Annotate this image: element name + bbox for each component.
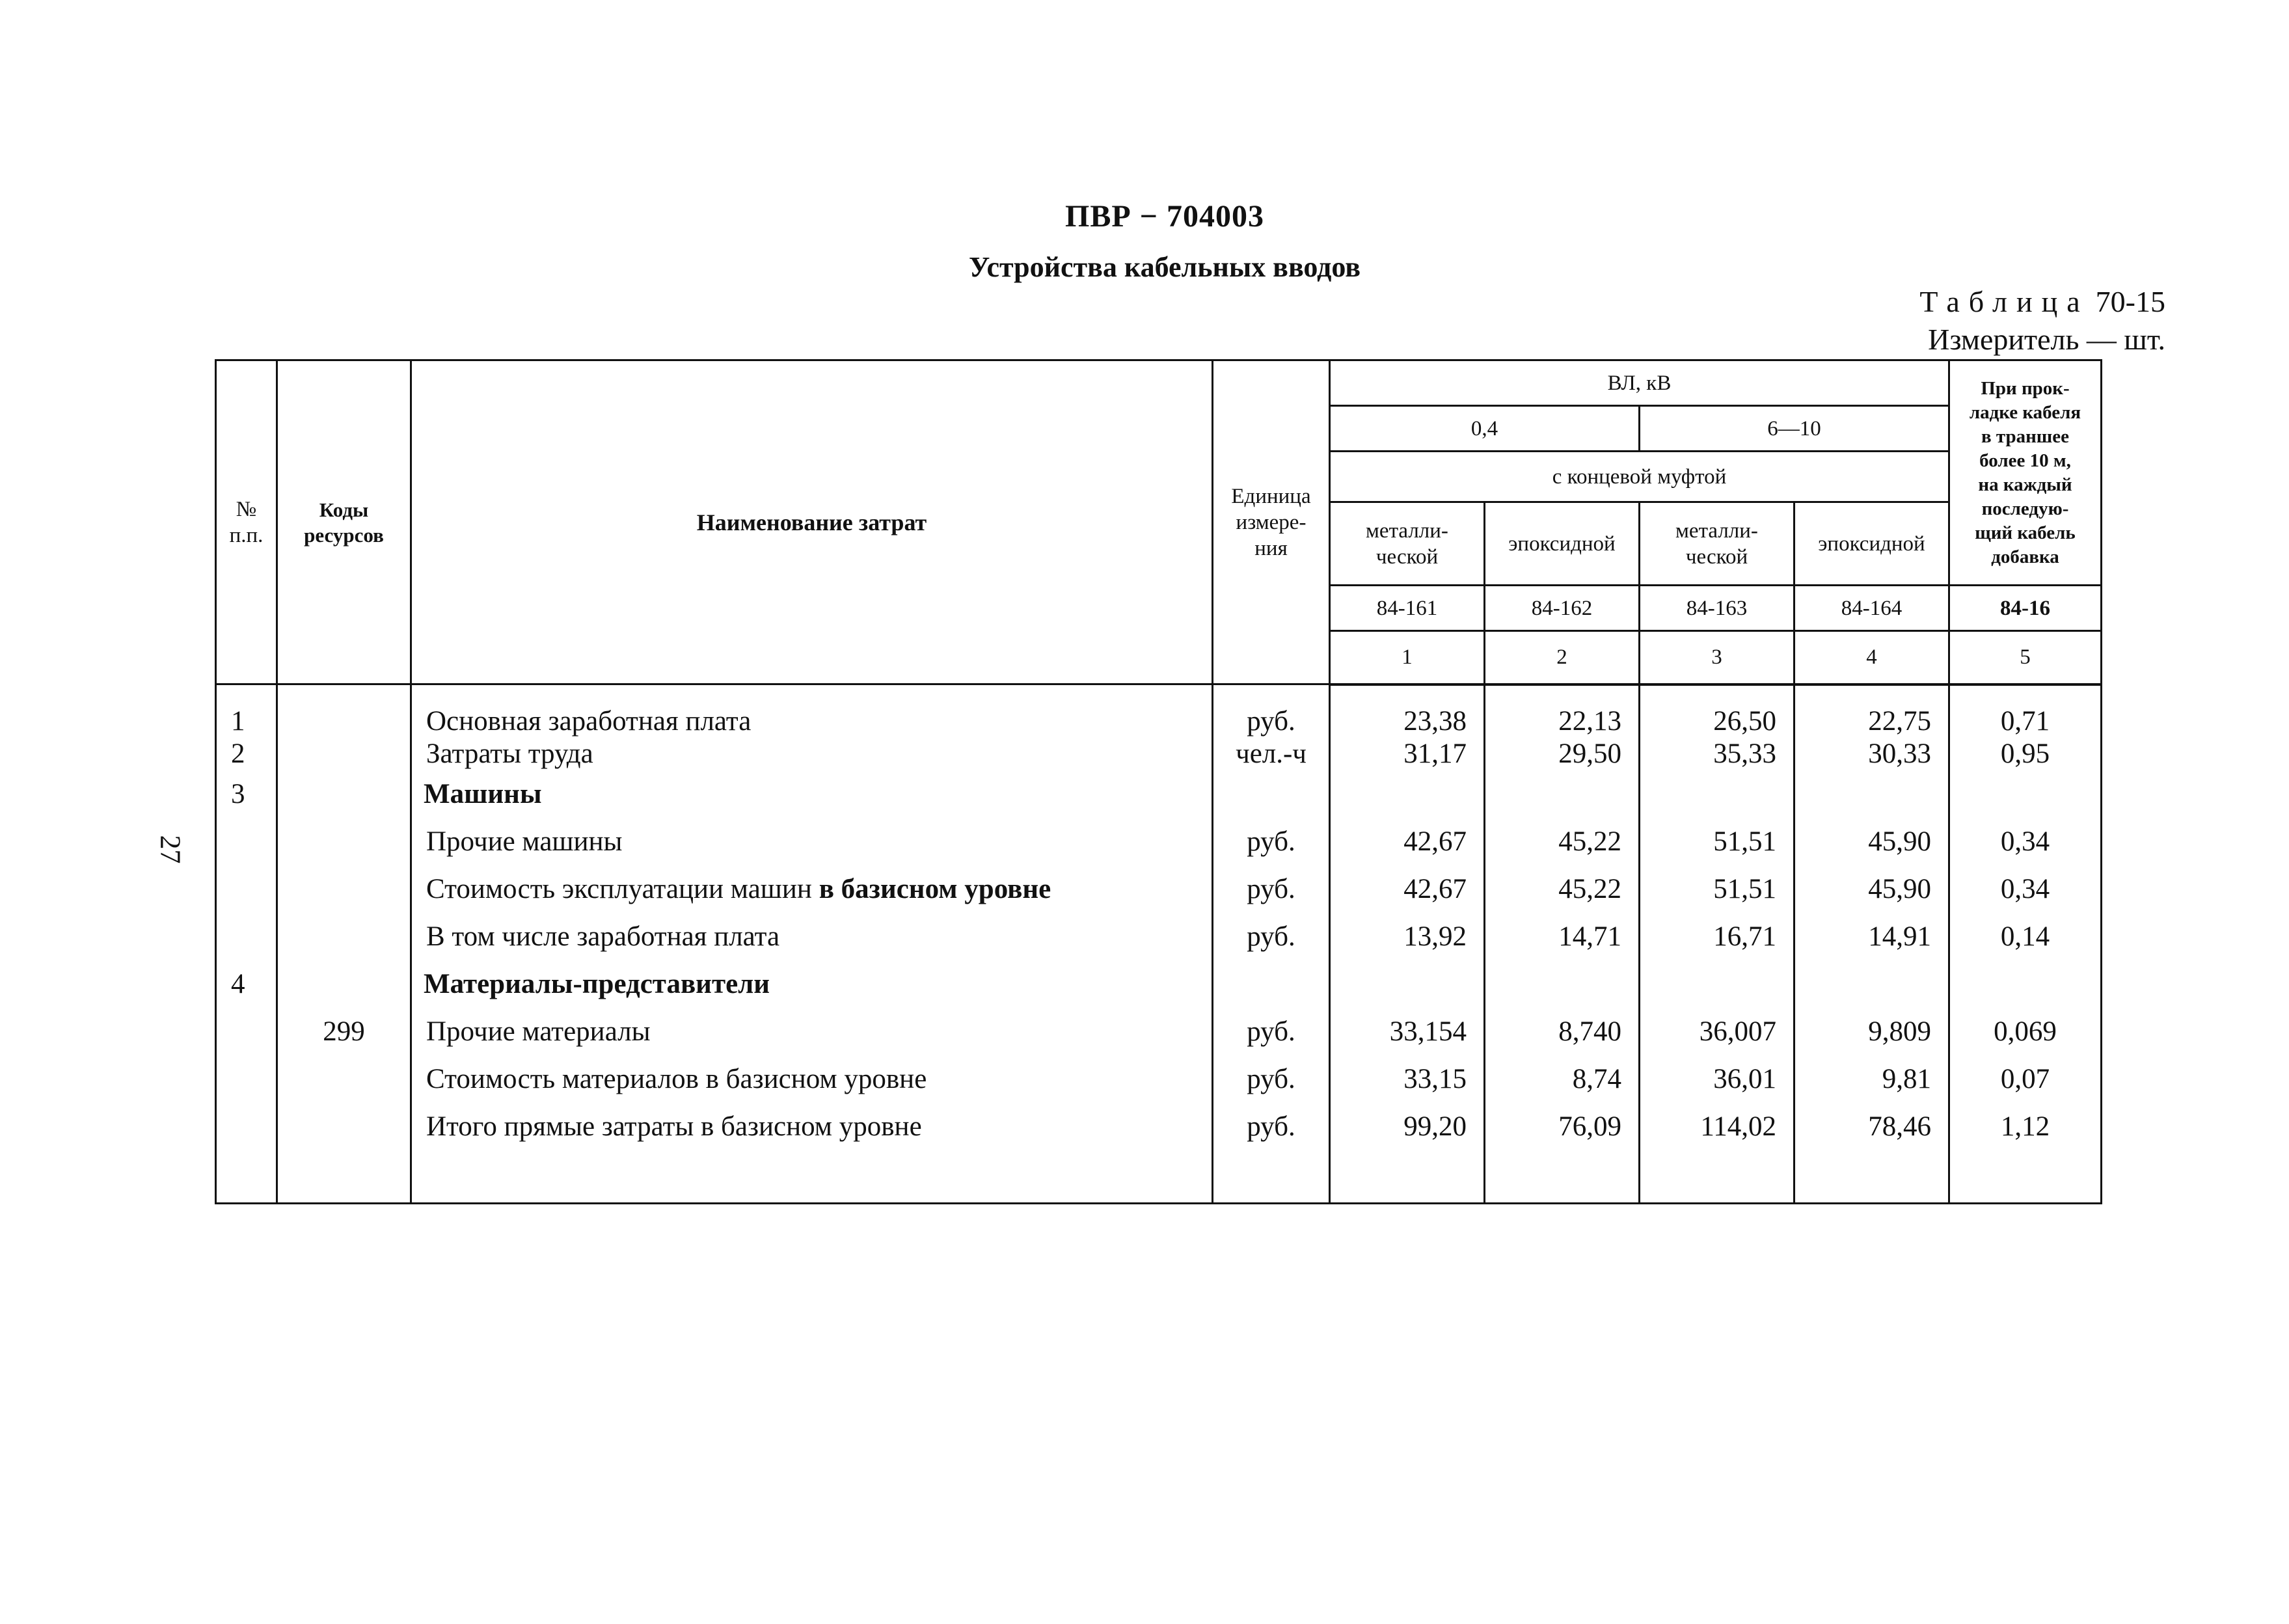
row-value-3: 16,71 <box>1640 913 1795 960</box>
page-number: 27 <box>154 835 187 864</box>
header-colnum-1: 1 <box>1330 631 1485 684</box>
row-name: Затраты труда <box>411 738 1213 770</box>
header-metal-1-l1: металли- <box>1366 519 1448 543</box>
header-code-2: 84-162 <box>1485 586 1640 631</box>
row-value-1: 23,38 <box>1330 705 1485 738</box>
row-value-5: 0,07 <box>1949 1055 2102 1103</box>
header-code-5: 84-16 <box>1949 586 2102 631</box>
header-codes-l2: ресурсов <box>304 523 384 547</box>
table-row <box>216 818 2102 865</box>
header-coupling: с концевой муфтой <box>1330 452 1949 502</box>
row-value-3 <box>1640 770 1795 818</box>
row-value-3: 36,007 <box>1640 1008 1795 1055</box>
table-header <box>216 360 2102 684</box>
row-num <box>216 913 277 960</box>
row-code <box>277 1055 411 1103</box>
row-value-1 <box>1330 770 1485 818</box>
header-type-metal-2 <box>1640 502 1795 586</box>
row-value-5: 0,14 <box>1949 913 2102 960</box>
row-code <box>277 738 411 770</box>
header-code-3: 84-163 <box>1640 586 1795 631</box>
header-code-4: 84-164 <box>1795 586 1949 631</box>
row-value-1: 42,67 <box>1330 865 1485 913</box>
row-num <box>216 818 277 865</box>
row-value-3: 36,01 <box>1640 1055 1795 1103</box>
header-trench <box>1949 360 2102 586</box>
row-value-2: 45,22 <box>1485 818 1640 865</box>
row-value-2: 76,09 <box>1485 1103 1640 1150</box>
row-unit: руб. <box>1213 705 1330 738</box>
row-value-5: 0,34 <box>1949 818 2102 865</box>
header-trench-l8: добавка <box>1991 546 2059 567</box>
row-num <box>216 865 277 913</box>
row-value-3: 114,02 <box>1640 1103 1795 1150</box>
header-trench-l6: последую- <box>1981 498 2069 519</box>
row-code <box>277 705 411 738</box>
measure-unit: Измеритель — шт. <box>1928 323 2165 356</box>
header-unit-l2: измере- <box>1236 510 1307 534</box>
row-value-4: 22,75 <box>1795 705 1949 738</box>
table-number: 70-15 <box>2095 285 2165 318</box>
table-row-section <box>216 770 2102 818</box>
header-metal-2-l1: металли- <box>1675 519 1758 543</box>
row-code <box>277 865 411 913</box>
row-name: Итого прямые затраты в базисном уровне <box>411 1103 1213 1150</box>
table-row-total <box>216 1103 2102 1150</box>
header-num-l1: № <box>236 497 257 521</box>
row-value-4: 78,46 <box>1795 1103 1949 1150</box>
row-value-1: 33,154 <box>1330 1008 1485 1055</box>
section-label-materials: Материалы-представители <box>411 960 1213 1008</box>
row-value-1 <box>1330 960 1485 1008</box>
row-value-2: 29,50 <box>1485 738 1640 770</box>
table-caption <box>1919 283 2165 359</box>
row-code <box>277 913 411 960</box>
table-row <box>216 705 2102 738</box>
row-unit: руб. <box>1213 1103 1330 1150</box>
row-value-5: 0,95 <box>1949 738 2102 770</box>
header-voltage-low: 0,4 <box>1330 406 1640 452</box>
row-code <box>277 960 411 1008</box>
row-unit: руб. <box>1213 913 1330 960</box>
row-num <box>216 1055 277 1103</box>
table-row <box>216 1055 2102 1103</box>
row-name: В том числе заработная плата <box>411 913 1213 960</box>
row-num <box>216 1008 277 1055</box>
row-unit: руб. <box>1213 1008 1330 1055</box>
header-code-1: 84-161 <box>1330 586 1485 631</box>
header-trench-l7: щий кабель <box>1975 522 2076 543</box>
row-unit: руб. <box>1213 865 1330 913</box>
row-value-2: 45,22 <box>1485 865 1640 913</box>
header-colnum-2: 2 <box>1485 631 1640 684</box>
row-name: Прочие материалы <box>411 1008 1213 1055</box>
row-name <box>411 865 1213 913</box>
row-num: 3 <box>216 770 277 818</box>
header-trench-l5: на каждый <box>1978 474 2072 495</box>
table-row-section <box>216 960 2102 1008</box>
row-num <box>216 1103 277 1150</box>
row-value-3: 51,51 <box>1640 818 1795 865</box>
row-value-4: 14,91 <box>1795 913 1949 960</box>
row-value-5: 0,71 <box>1949 705 2102 738</box>
row-value-2: 8,740 <box>1485 1008 1640 1055</box>
table-row <box>216 865 2102 913</box>
document-subtitle: Устройства кабельных вводов <box>968 251 1361 283</box>
header-unit <box>1213 360 1330 684</box>
row-value-4: 9,81 <box>1795 1055 1949 1103</box>
header-type-metal-1 <box>1330 502 1485 586</box>
row-value-3: 35,33 <box>1640 738 1795 770</box>
table-row <box>216 913 2102 960</box>
row-num: 4 <box>216 960 277 1008</box>
row-value-3: 26,50 <box>1640 705 1795 738</box>
row-value-4: 45,90 <box>1795 865 1949 913</box>
row-value-5: 0,069 <box>1949 1008 2102 1055</box>
table-body <box>216 684 2102 1204</box>
row-code <box>277 770 411 818</box>
row-value-1: 13,92 <box>1330 913 1485 960</box>
row-value-2 <box>1485 770 1640 818</box>
cost-table <box>215 359 2102 1204</box>
row-num: 1 <box>216 705 277 738</box>
row-value-4 <box>1795 960 1949 1008</box>
row-name-part: Стоимость эксплуатации машин <box>426 873 819 904</box>
row-value-1: 42,67 <box>1330 818 1485 865</box>
header-colnum-3: 3 <box>1640 631 1795 684</box>
table-tail-row <box>216 1150 2102 1204</box>
row-code <box>277 1103 411 1150</box>
row-value-2: 22,13 <box>1485 705 1640 738</box>
document-title: ПВР − 704003 <box>1064 199 1265 234</box>
header-codes-l1: Коды <box>319 498 369 521</box>
section-label-machines: Машины <box>411 770 1213 818</box>
row-value-5 <box>1949 770 2102 818</box>
row-unit <box>1213 960 1330 1008</box>
header-num-l2: п.п. <box>229 523 264 547</box>
header-num <box>216 360 277 684</box>
row-value-4 <box>1795 770 1949 818</box>
header-trench-l3: в траншее <box>1981 426 2070 447</box>
header-unit-l3: ния <box>1254 536 1288 560</box>
row-name: Основная заработная плата <box>411 705 1213 738</box>
row-value-5: 1,12 <box>1949 1103 2102 1150</box>
row-value-5: 0,34 <box>1949 865 2102 913</box>
header-unit-l1: Единица <box>1231 484 1311 508</box>
row-name: Стоимость материалов в базисном уровне <box>411 1055 1213 1103</box>
row-value-2: 14,71 <box>1485 913 1640 960</box>
row-value-1: 33,15 <box>1330 1055 1485 1103</box>
row-unit: руб. <box>1213 1055 1330 1103</box>
row-num: 2 <box>216 738 277 770</box>
row-value-5 <box>1949 960 2102 1008</box>
header-colnum-4: 4 <box>1795 631 1949 684</box>
table-spacer-row <box>216 684 2102 705</box>
header-name: Наименование затрат <box>411 360 1213 684</box>
header-trench-l1: При прок- <box>1981 377 2070 399</box>
header-trench-l2: ладке кабеля <box>1969 401 2081 423</box>
table-word: Таблица <box>1919 285 2089 318</box>
header-codes <box>277 360 411 684</box>
row-name-bold-part: в базисном уровне <box>819 873 1051 904</box>
header-type-epoxy-1: эпоксидной <box>1485 502 1640 586</box>
row-value-3 <box>1640 960 1795 1008</box>
header-type-epoxy-2: эпоксидной <box>1795 502 1949 586</box>
row-code <box>277 818 411 865</box>
header-metal-1-l2: ческой <box>1375 545 1439 569</box>
row-value-2 <box>1485 960 1640 1008</box>
table-row <box>216 1008 2102 1055</box>
row-value-1: 99,20 <box>1330 1103 1485 1150</box>
row-value-3: 51,51 <box>1640 865 1795 913</box>
header-metal-2-l2: ческой <box>1685 545 1748 569</box>
table-row <box>216 738 2102 770</box>
row-unit <box>1213 770 1330 818</box>
header-colnum-5: 5 <box>1949 631 2102 684</box>
row-value-4: 30,33 <box>1795 738 1949 770</box>
table-label <box>1919 283 2165 321</box>
row-value-2: 8,74 <box>1485 1055 1640 1103</box>
row-value-1: 31,17 <box>1330 738 1485 770</box>
header-voltage-high: 6—10 <box>1640 406 1949 452</box>
row-value-4: 45,90 <box>1795 818 1949 865</box>
row-name: Прочие машины <box>411 818 1213 865</box>
row-code: 299 <box>277 1008 411 1055</box>
row-value-4: 9,809 <box>1795 1008 1949 1055</box>
row-unit: чел.-ч <box>1213 738 1330 770</box>
row-unit: руб. <box>1213 818 1330 865</box>
header-trench-l4: более 10 м, <box>1979 450 2071 471</box>
header-vl: ВЛ, кВ <box>1330 360 1949 406</box>
